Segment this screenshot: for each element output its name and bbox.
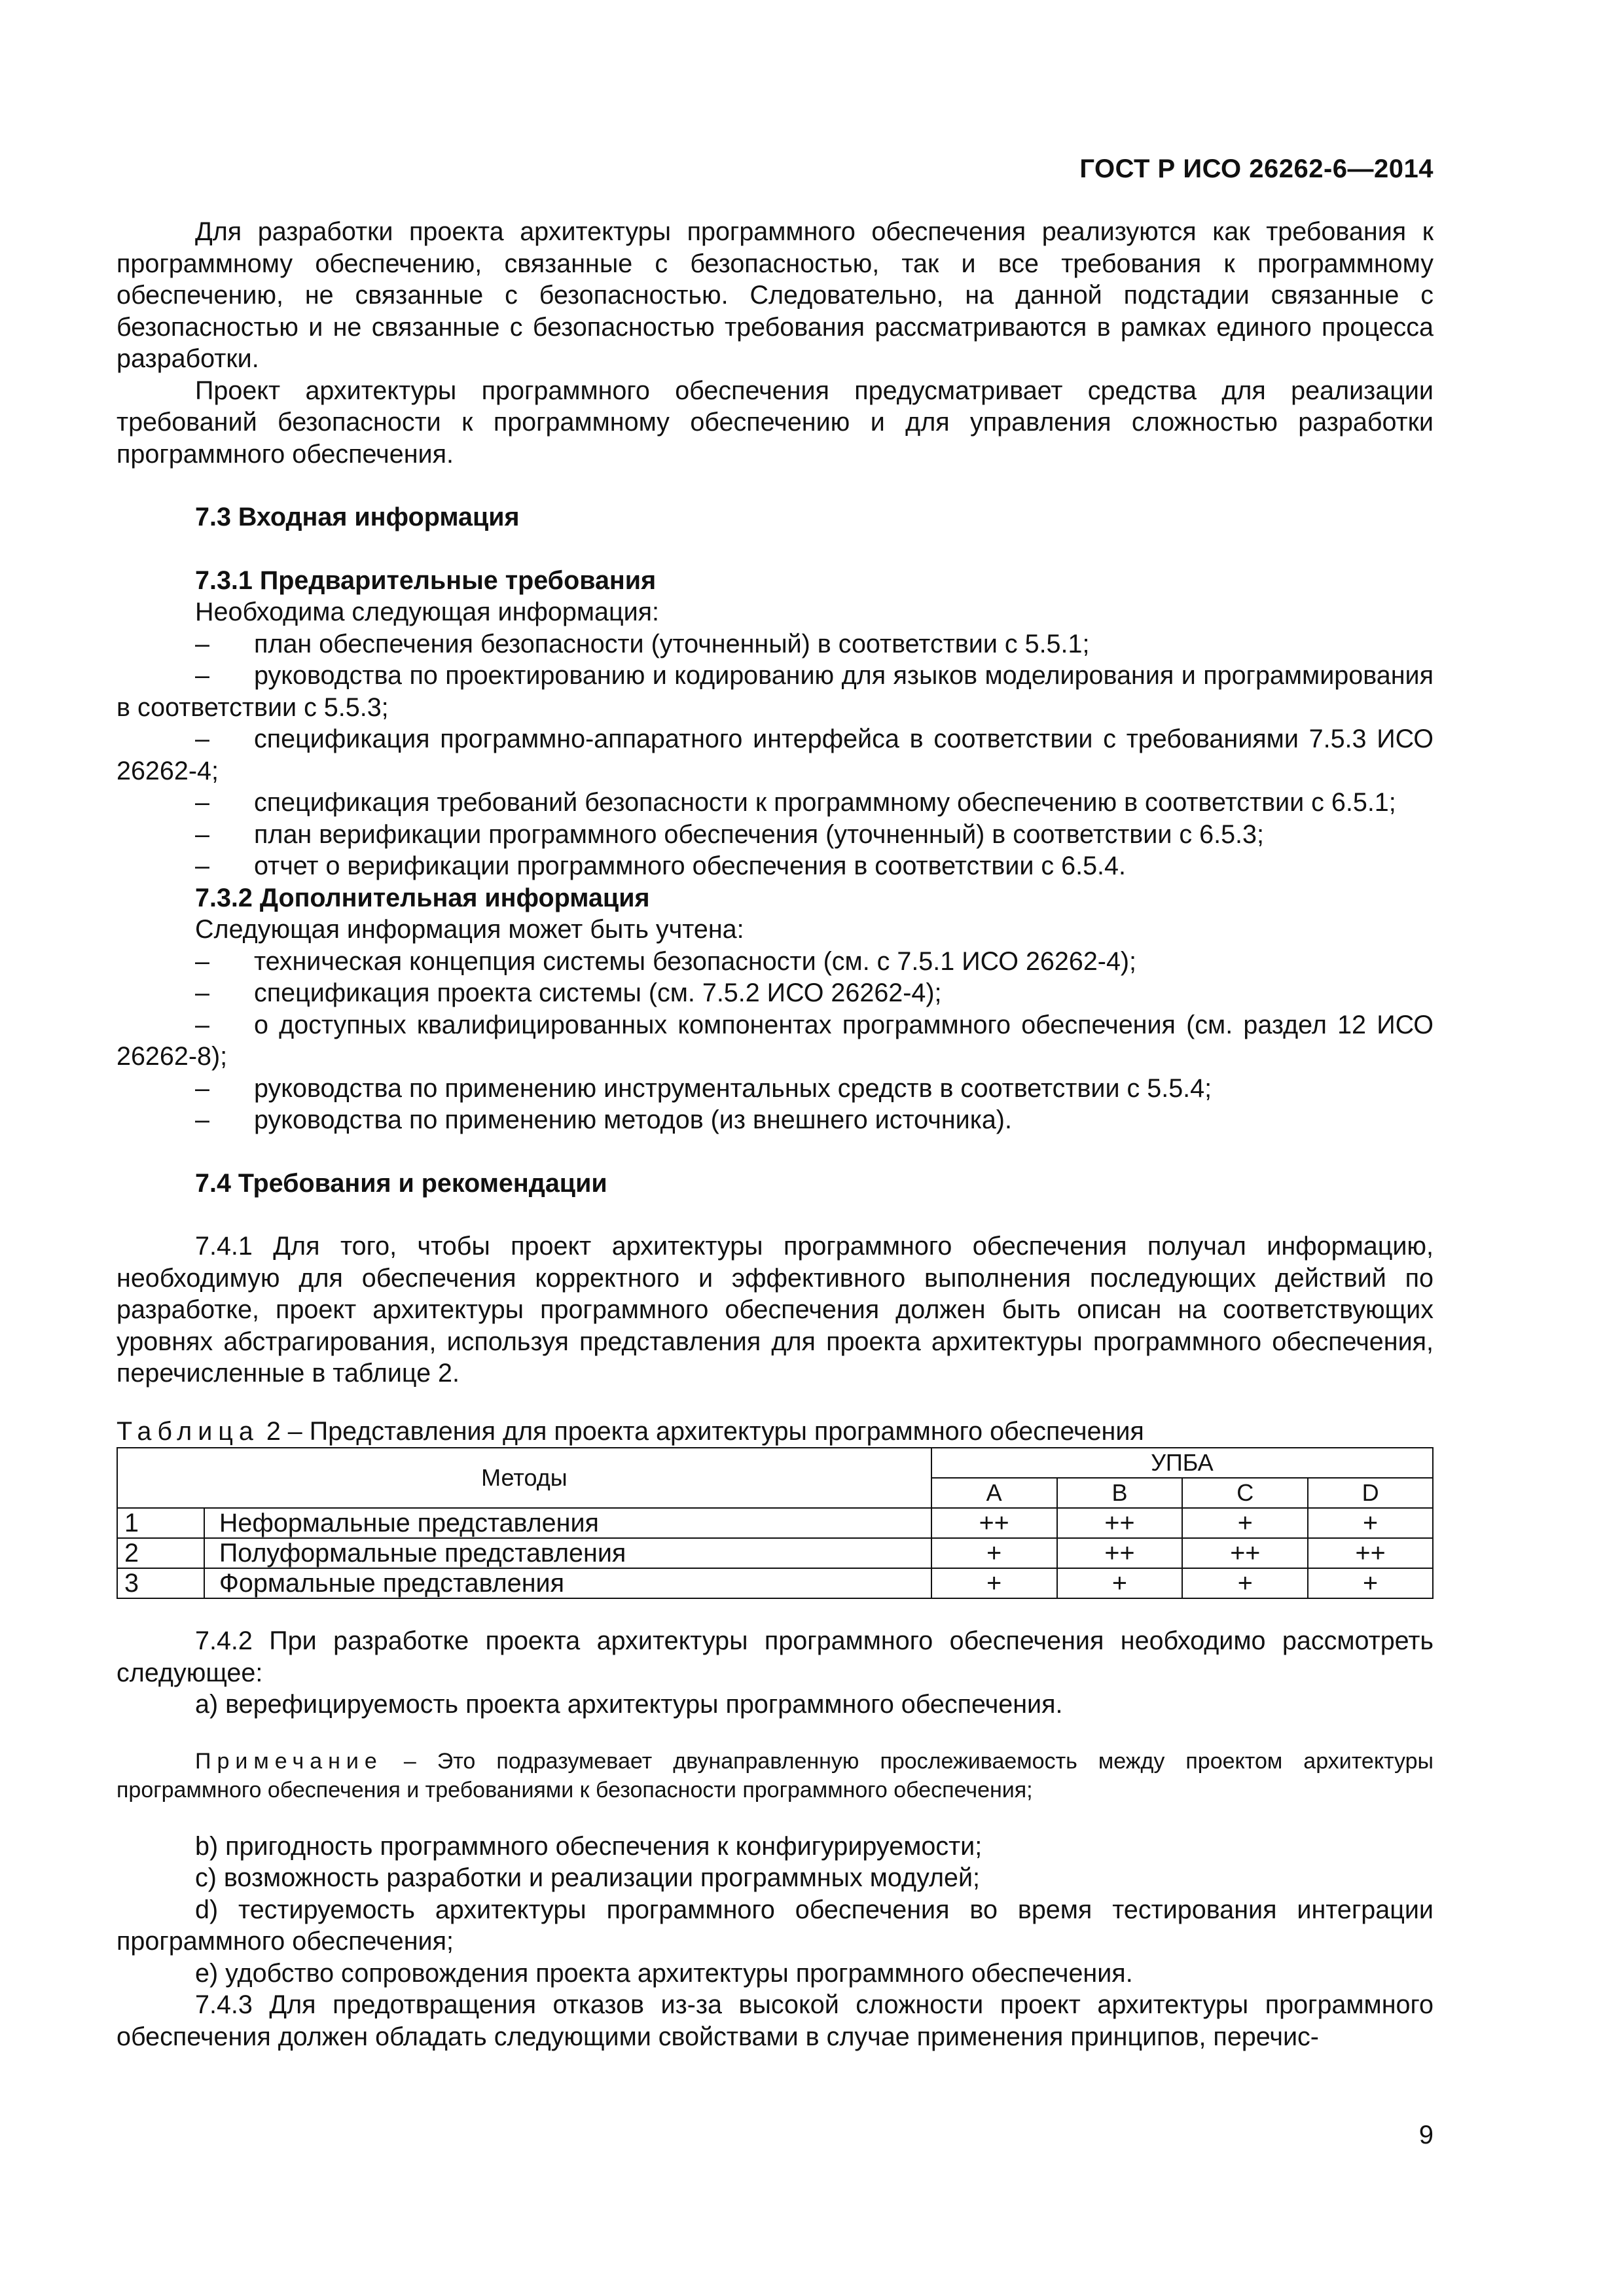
list-item: – руководства по применению инструментальных средств в соответствии с 5.5.4; [117, 1073, 1434, 1105]
dash-marker: – [195, 819, 209, 849]
row-number: 1 [117, 1508, 204, 1538]
row-value: + [1182, 1568, 1308, 1598]
table-header-level: B [1057, 1478, 1183, 1508]
table-header-level: D [1308, 1478, 1433, 1508]
dash-marker: – [195, 725, 209, 753]
list-item-c: c) возможность разработки и реализации программных модулей; [195, 1863, 981, 1892]
row-value: + [931, 1568, 1057, 1598]
dash-marker: – [195, 661, 209, 690]
list-item: – о доступных квалифицированных компонентах программного обеспечения (см. раздел 12 ИСО 26262-8); [117, 1010, 1434, 1071]
dash-marker: – [195, 978, 209, 1007]
row-value: + [931, 1538, 1057, 1568]
list-item: – отчет о верификации программного обеспечения в соответствии с 6.5.4. [117, 850, 1434, 882]
paragraph-7-4-2: 7.4.2 При разработке проекта архитектуры программного обеспечения необходимо рассмотреть следующее: [117, 1626, 1434, 1687]
list-item-a: а) верефицируемость проекта архитектуры программного обеспечения. [195, 1690, 1063, 1719]
intro-paragraph-2: Проект архитектуры программного обеспечения предусматривает средства для реализации требований безопасности к программному обеспечению и для управления сложностью разработки программного обеспечения. [117, 376, 1434, 469]
section-heading-7-4: 7.4 Требования и рекомендации [195, 1168, 607, 1198]
row-value: + [1182, 1508, 1308, 1538]
list-item: – спецификация проекта системы (см. 7.5.2 ИСО 26262-4); [117, 977, 1434, 1009]
methods-table [117, 1447, 1434, 1599]
list-item: – план обеспечения безопасности (уточненный) в соответствии с 5.5.1; [117, 628, 1434, 660]
note [117, 1747, 1434, 1804]
document-body [117, 216, 1434, 2053]
list-item: – техническая концепция системы безопасности (см. с 7.5.1 ИСО 26262-4); [117, 946, 1434, 978]
paragraph-7-4-3: 7.4.3 Для предотвращения отказов из-за высокой сложности проект архитектуры программного обеспечения должен обладать следующими свойствами в случае применения принципов, перечис- [117, 1990, 1434, 2051]
dash-marker: – [195, 852, 209, 880]
row-value: ++ [1057, 1538, 1183, 1568]
table-header-methods: Методы [117, 1448, 931, 1508]
section-heading-7-3: 7.3 Входная информация [195, 503, 520, 531]
note-text: – Это подразумевает двунаправленную прослеживаемость между проектом архитектуры программного обеспечения и требованиями к безопасности программного обеспечения; [117, 1748, 1434, 1803]
list-item: – спецификация требований безопасности к программному обеспечению в соответствии с 6.5.1; [117, 787, 1434, 819]
table-row [117, 1508, 1433, 1538]
page-number: 9 [1418, 2121, 1434, 2149]
dash-marker: – [195, 946, 209, 976]
row-value: ++ [931, 1508, 1057, 1538]
lead-text-7-3-1: Необходима следующая информация: [195, 598, 660, 626]
row-method-name: Неформальные представления [204, 1508, 931, 1538]
row-number: 2 [117, 1538, 204, 1568]
list-item: – спецификация программно-аппаратного интерфейса в соответствии с требованиями 7.5.3 ИСО 26262-4; [117, 725, 1434, 785]
list-item-d: d) тестируемость архитектуры программного обеспечения во время тестирования интеграции программного обеспечения; [117, 1895, 1434, 1956]
table-row [117, 1538, 1433, 1568]
table-header-upba: УПБА [931, 1448, 1433, 1478]
list-item-e: e) удобство сопровождения проекта архитектуры программного обеспечения. [195, 1958, 1133, 1988]
row-value: + [1057, 1568, 1183, 1598]
row-method-name: Формальные представления [204, 1568, 931, 1598]
table-caption-label: Таблица [117, 1416, 259, 1446]
list-item-b: b) пригодность программного обеспечения к конфигурируемости; [195, 1831, 983, 1861]
page-header: ГОСТ Р ИСО 26262-6—2014 [1079, 154, 1434, 183]
subsection-heading-7-3-1: 7.3.1 Предварительные требования [195, 565, 657, 595]
dash-marker: – [195, 1073, 209, 1103]
lead-text-7-3-2: Следующая информация может быть учтена: [195, 915, 744, 944]
row-value: ++ [1057, 1508, 1183, 1538]
table-caption [117, 1416, 1434, 1448]
table-caption-text: 2 – Представления для проекта архитектуры программного обеспечения [259, 1416, 1144, 1446]
list-item: – руководства по проектированию и кодированию для языков моделирования и программирования в соответствии с 5.5.3; [117, 661, 1434, 722]
row-number: 3 [117, 1568, 204, 1598]
row-value: ++ [1308, 1538, 1433, 1568]
paragraph-7-4-1: 7.4.1 Для того, чтобы проект архитектуры программного обеспечения получал информацию, необходимую для обеспечения корректного и эффективного выполнения последующих действий по разработке, проект архитектуры программного обеспечения должен быть описан на соответствующих уровнях абстрагирования, используя представления для проекта архитектуры программного обеспечения, перечисленные в таблице 2. [117, 1232, 1434, 1388]
subsection-heading-7-3-2: 7.3.2 Дополнительная информация [195, 883, 650, 912]
list-item: – план верификации программного обеспечения (уточненный) в соответствии с 6.5.3; [117, 819, 1434, 851]
row-value: + [1308, 1568, 1433, 1598]
dash-marker: – [195, 788, 209, 817]
list-item: – руководства по применению методов (из внешнего источника). [117, 1104, 1434, 1136]
intro-paragraph-1: Для разработки проекта архитектуры программного обеспечения реализуются как требования к программному обеспечению, связанные с безопасностью, так и все требования к программному обеспечению, не связанные с безопасностью. Следовательно, на данной подстадии связанные с безопасностью и не связанные с безопасностью требования рассматриваются в рамках единого процесса разработки. [117, 217, 1434, 373]
table-row [117, 1568, 1433, 1598]
table-header-level: A [931, 1478, 1057, 1508]
row-value: ++ [1182, 1538, 1308, 1568]
row-method-name: Полуформальные представления [204, 1538, 931, 1568]
dash-marker: – [195, 629, 209, 658]
note-label: Примечание [195, 1748, 383, 1774]
row-value: + [1308, 1508, 1433, 1538]
table-header-level: C [1182, 1478, 1308, 1508]
dash-marker: – [195, 1105, 209, 1134]
dash-marker: – [195, 1010, 209, 1039]
